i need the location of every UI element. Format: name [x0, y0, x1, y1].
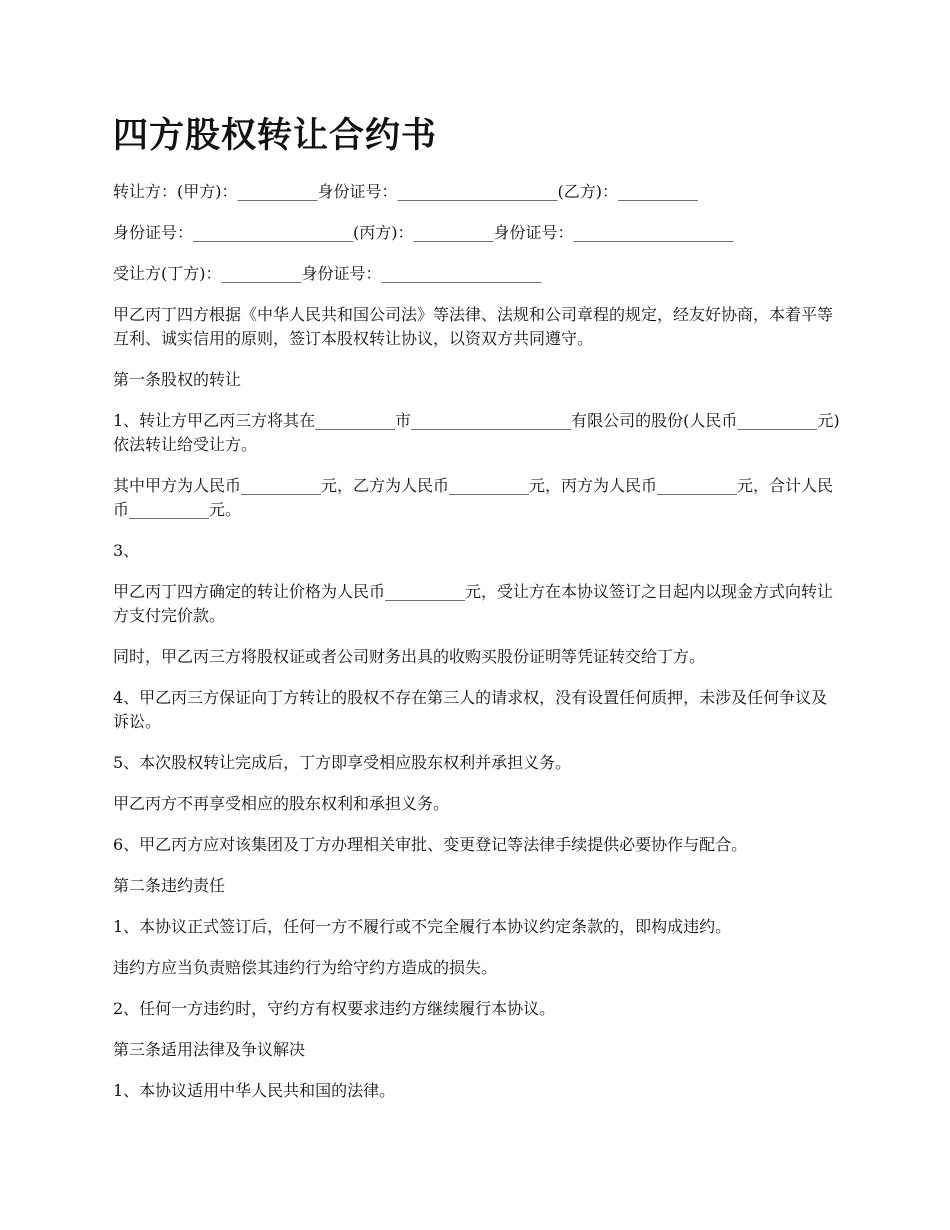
section-heading-article-1: 第一条股权的转让 — [113, 370, 242, 389]
clause-paragraph: 2、任何一方违约时，守约方有权要求违约方继续履行本协议。 — [113, 999, 556, 1018]
parties-line-transferee: 受让方(丁方)：__________身份证号：____________________ — [113, 264, 542, 283]
clause-paragraph: 1、转让方甲乙丙三方将其在__________市____________________有限公司的股份(人民币__________元)依法转让给受让方。 — [113, 411, 840, 454]
clause-paragraph: 同时，甲乙丙三方将股权证或者公司财务出具的收购买股份证明等凭证转交给丁方。 — [113, 647, 706, 666]
clause-paragraph: 违约方应当负责赔偿其违约行为给守约方造成的损失。 — [113, 958, 498, 977]
clause-paragraph: 1、本协议正式签订后，任何一方不履行或不完全履行本协议约定条款的，即构成违约。 — [113, 917, 732, 936]
clause-paragraph: 甲乙丙丁四方确定的转让价格为人民币__________元，受让方在本协议签订之日起内以现金方式向转让方支付完价款。 — [113, 582, 834, 625]
clause-paragraph: 甲乙丙方不再享受相应的股东权利和承担义务。 — [113, 794, 450, 813]
clause-paragraph: 1、本协议适用中华人民共和国的法律。 — [113, 1081, 396, 1100]
section-heading-article-2: 第二条违约责任 — [113, 876, 226, 895]
clause-paragraph: 6、甲乙丙方应对该集团及丁方办理相关审批、变更登记等法律手续提供必要协作与配合。 — [113, 835, 748, 854]
preamble-paragraph: 甲乙丙丁四方根据《中华人民共和国公司法》等法律、法规和公司章程的规定，经友好协商，本着平等互利、诚实信用的原则，签订本股权转让协议，以资双方共同遵守。 — [113, 305, 834, 348]
document-title: 四方股权转让合约书 — [113, 116, 438, 156]
parties-line-id-numbers: 身份证号：____________________(丙方)：__________身份证号：____________________ — [113, 223, 734, 242]
document-page — [113, 110, 843, 1120]
parties-line-transferor: 转让方：(甲方)：__________身份证号：____________________(乙方)：__________ — [113, 182, 698, 201]
section-heading-article-3: 第三条适用法律及争议解决 — [113, 1040, 306, 1059]
clause-paragraph: 其中甲方为人民币__________元，乙方为人民币__________元，丙方为人民币__________元，合计人民币__________元。 — [113, 476, 834, 519]
clause-paragraph: 5、本次股权转让完成后，丁方即享受相应股东权利并承担义务。 — [113, 753, 572, 772]
clause-paragraph: 4、甲乙丙三方保证向丁方转让的股权不存在第三人的请求权，没有设置任何质押，未涉及任何争议及诉讼。 — [113, 688, 828, 731]
clause-paragraph: 3、 — [113, 541, 140, 560]
